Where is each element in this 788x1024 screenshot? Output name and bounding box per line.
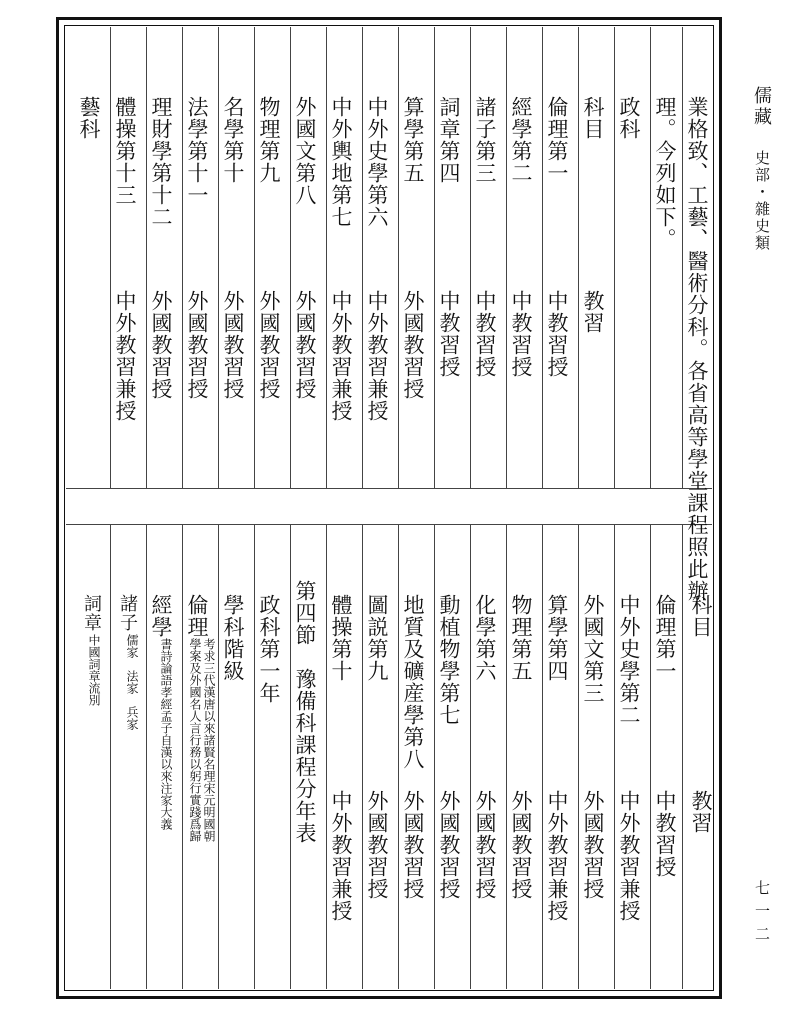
page-number: 七一二 (753, 880, 771, 949)
teacher-cell: 外國教習授 (473, 790, 497, 900)
teacher-cell: 中外教習兼授 (617, 790, 641, 922)
teacher-cell: 中外教習兼授 (113, 290, 137, 422)
teacher-cell: 外國教習授 (581, 790, 605, 900)
subject-row: 倫理第一 (653, 594, 677, 682)
subject-row: 化學第六 (473, 594, 497, 682)
classics-note: 書詩論語孝經孟子自漢以來注家大義 (159, 638, 173, 830)
year-heading: 政科第一年 (257, 594, 281, 704)
teacher-cell: 中外教習兼授 (365, 290, 389, 422)
teacher-cell: 外國教習授 (437, 790, 461, 900)
teacher-cell: 中教習授 (473, 290, 497, 378)
teacher-cell: 中外教習兼授 (329, 790, 353, 922)
subject-row: 中外輿地第七 (329, 96, 353, 228)
subject-row: 詞章第四 (437, 96, 461, 184)
teacher-cell: 中教習授 (653, 790, 677, 878)
teacher-cell: 中外教習兼授 (329, 290, 353, 422)
teacher-cell: 中教習授 (437, 290, 461, 378)
subject-row: 物理第九 (257, 96, 281, 184)
subject-row: 地質及礦産學第八 (401, 594, 425, 770)
levels-heading: 學科階級 (221, 594, 245, 682)
subject-row: 經學第二 (509, 96, 533, 184)
teacher-cell: 外國教習授 (401, 290, 425, 400)
cizhang-label: 詞章 (81, 594, 102, 632)
classics-label: 經學 (149, 594, 173, 638)
subject-row: 體操第十 (329, 594, 353, 682)
subject-row: 法學第十一 (185, 96, 209, 206)
field-heading: 政科 (617, 96, 641, 140)
intro-line-1: 業格致、工藝、醫術分科。各省高等學堂課程照此辦 (685, 96, 709, 602)
teacher-cell: 中外教習兼授 (545, 790, 569, 922)
art-field-heading: 藝科 (77, 96, 101, 140)
ethics-note-2: 學案及外國名人言行務以躬行實踐爲歸 (188, 638, 202, 842)
subject-row: 諸子第三 (473, 96, 497, 184)
teacher-cell: 外國教習授 (149, 290, 173, 400)
section-label: 史部・雜史類 (753, 150, 771, 252)
subject-row: 理財學第十二 (149, 96, 173, 228)
intro-line-2: 理。今列如下。 (653, 96, 677, 250)
book-title: 儒藏 (751, 86, 772, 128)
teacher-cell: 外國教習授 (185, 290, 209, 400)
col-heading-teacher: 教習 (689, 790, 713, 834)
col-heading-subject: 科目 (689, 594, 713, 638)
subject-row: 中外史學第二 (617, 594, 641, 726)
col-heading-teacher: 教習 (581, 290, 605, 334)
subject-row: 物理第五 (509, 594, 533, 682)
half-divider-top (66, 488, 712, 489)
subject-row: 圖説第九 (365, 594, 389, 682)
zhuzi-note: 儒家 法家 兵家 (125, 634, 139, 730)
ethics-note-1: 考求三代漢唐以來諸賢名理宋元明國朝 (202, 638, 216, 842)
half-divider-bottom (66, 524, 712, 525)
teacher-cell: 外國教習授 (293, 290, 317, 400)
teacher-cell: 外國教習授 (401, 790, 425, 900)
subject-row: 外國文第三 (581, 594, 605, 704)
teacher-cell: 外國教習授 (509, 790, 533, 900)
subject-row: 算學第四 (545, 594, 569, 682)
zhuzi-label: 諸子 (117, 594, 138, 632)
ethics-label: 倫理 (185, 594, 209, 638)
subject-row: 外國文第八 (293, 96, 317, 206)
subject-row: 體操第十三 (113, 96, 137, 206)
section-title: 第四節 豫備科課程分年表 (293, 580, 317, 844)
subject-row: 算學第五 (401, 96, 425, 184)
subject-row: 動植物學第七 (437, 594, 461, 726)
cizhang-note: 中國詞章流別 (87, 634, 101, 706)
teacher-cell: 中教習授 (509, 290, 533, 378)
col-heading-subject: 科目 (581, 96, 605, 140)
subject-row: 倫理第一 (545, 96, 569, 184)
subject-row: 名學第十 (221, 96, 245, 184)
teacher-cell: 外國教習授 (221, 290, 245, 400)
teacher-cell: 外國教習授 (257, 290, 281, 400)
teacher-cell: 外國教習授 (365, 790, 389, 900)
subject-row: 中外史學第六 (365, 96, 389, 228)
teacher-cell: 中教習授 (545, 290, 569, 378)
